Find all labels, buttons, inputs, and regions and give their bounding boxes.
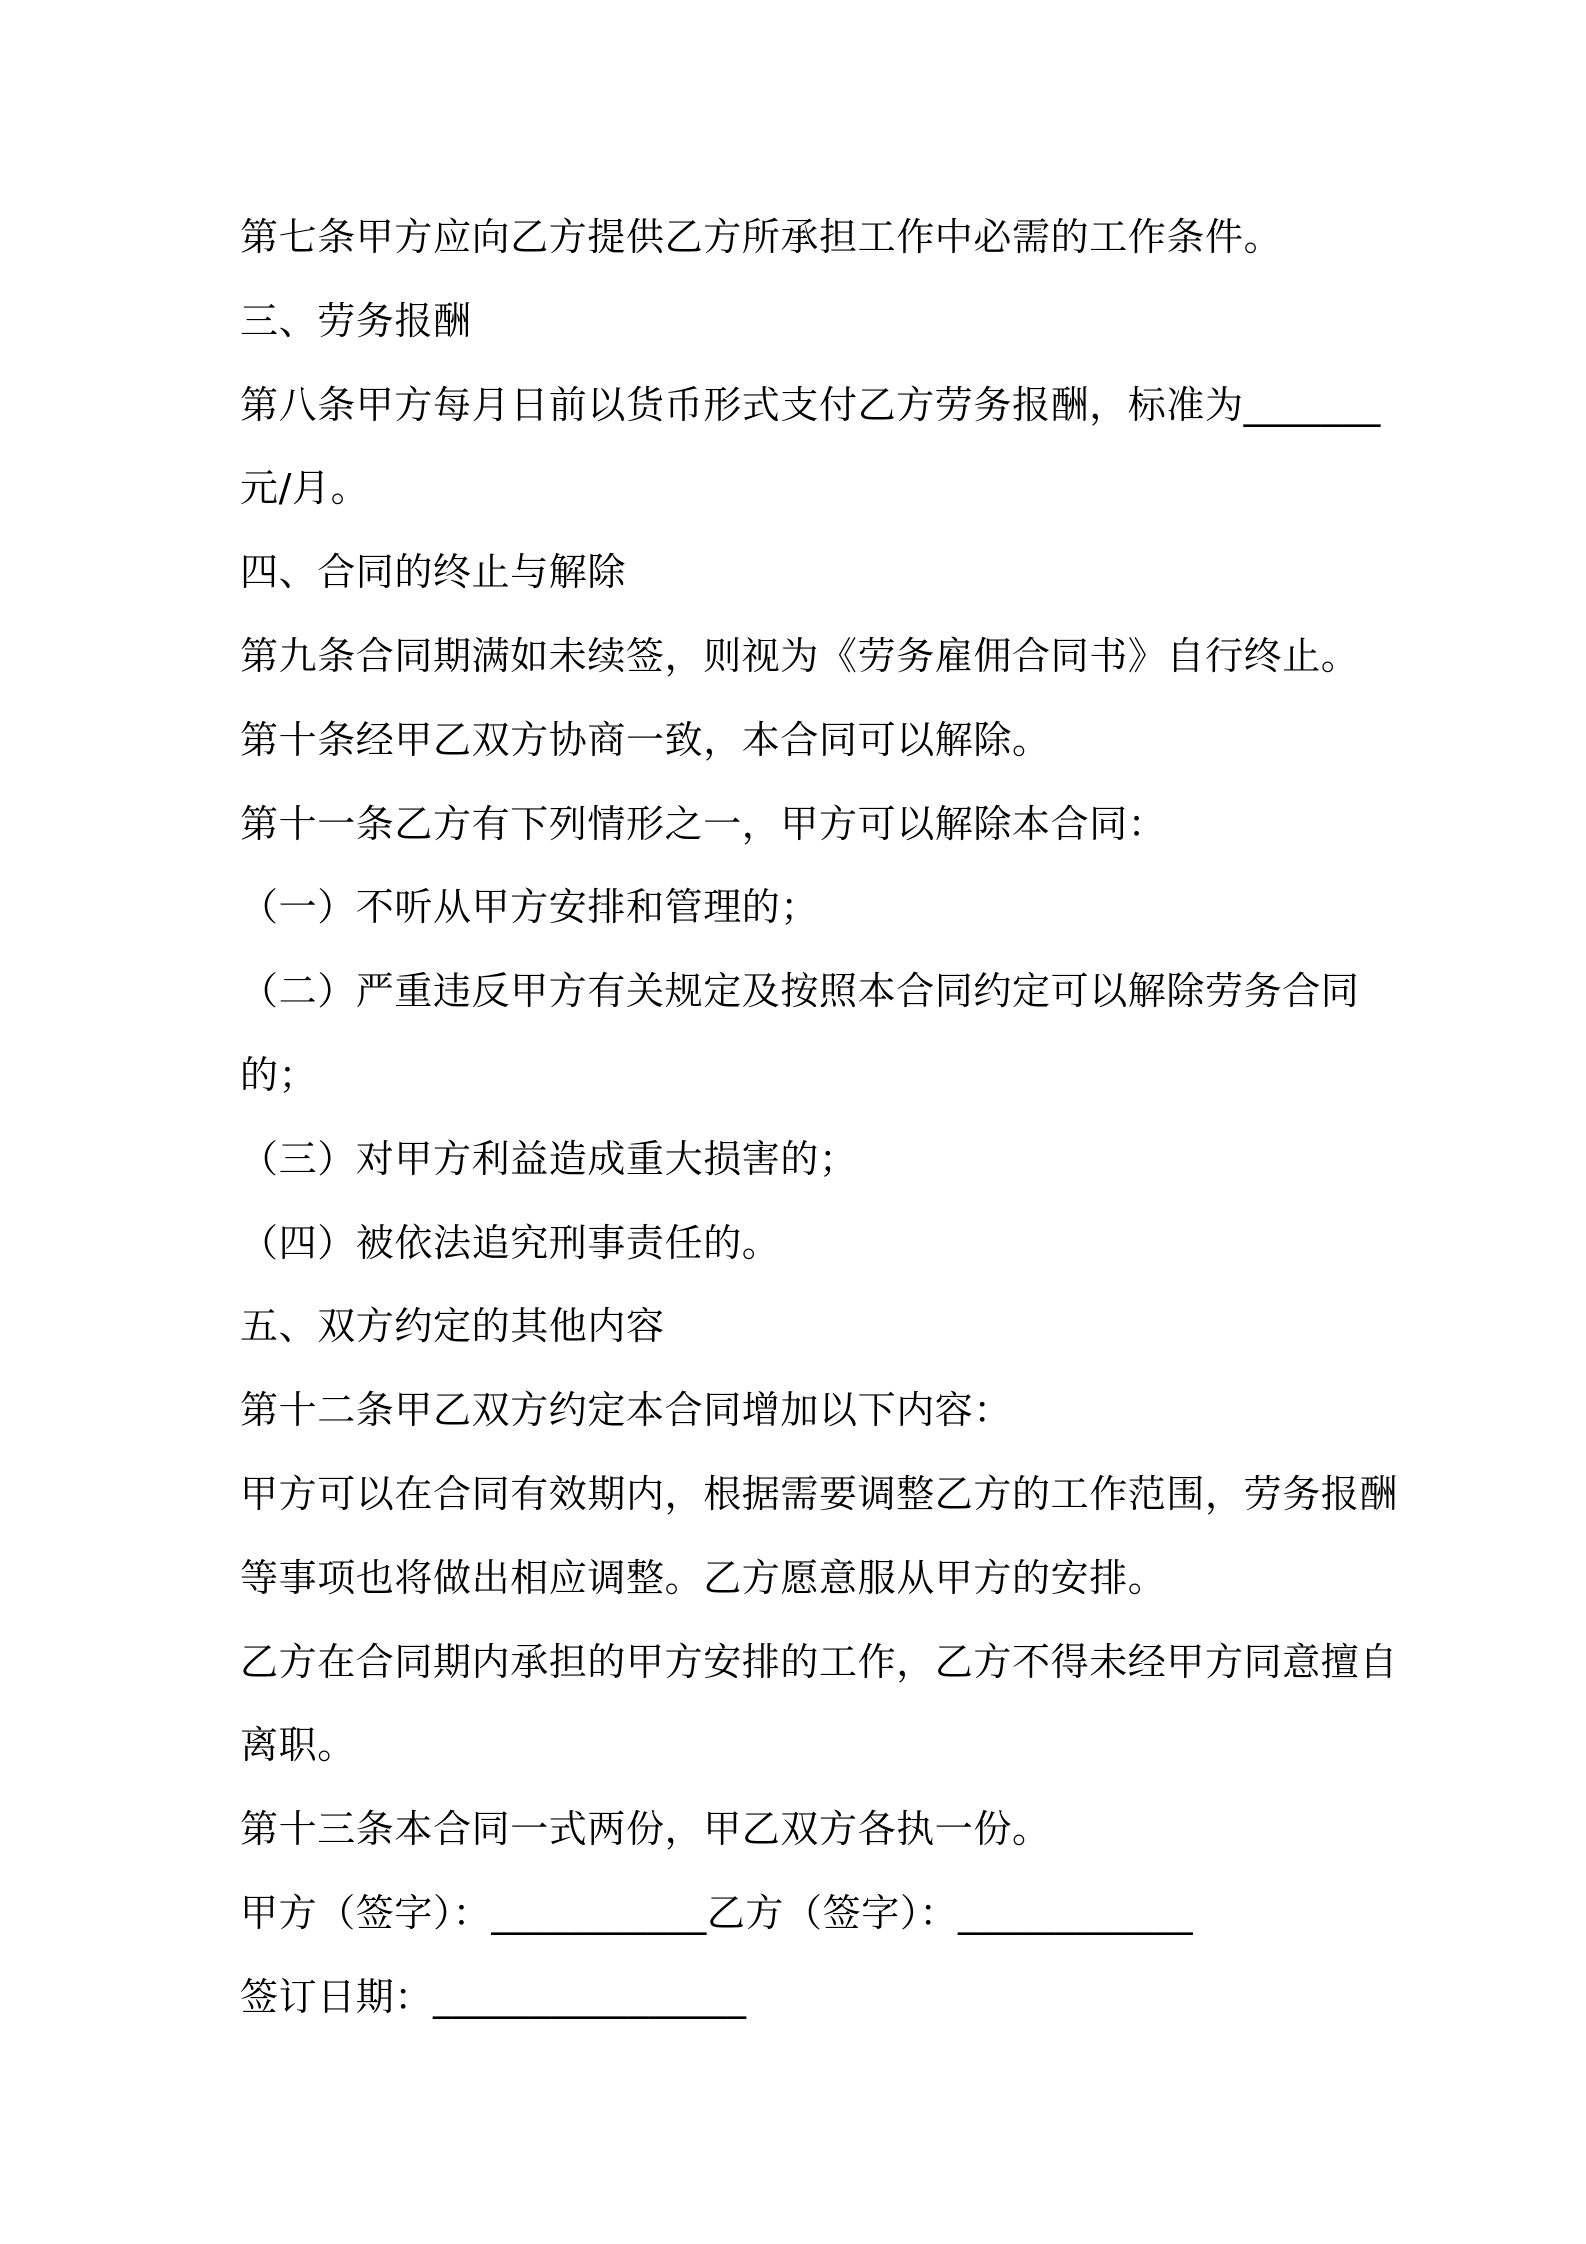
section-heading-other: 五、双方约定的其他内容: [240, 1304, 665, 1349]
clause-11-item-1: （一）不听从甲方安排和管理的；: [240, 885, 820, 930]
section-heading-remuneration: 三、劳务报酬: [240, 298, 472, 343]
clause-12-paragraph-2: 乙方在合同期内承担的甲方安排的工作，乙方不得未经甲方同意擅自: [240, 1639, 1399, 1684]
document-body: [240, 196, 1399, 2040]
clause-12-paragraph-1: 甲方可以在合同有效期内，根据需要调整乙方的工作范围，劳务报酬: [240, 1471, 1399, 1516]
party-a-signature: 甲方（签字）：___________: [240, 1890, 707, 1935]
clause-7: 第七条甲方应向乙方提供乙方所承担工作中必需的工作条件。: [240, 215, 1283, 259]
clause-11-item-4: （四）被依法追究刑事责任的。: [240, 1220, 781, 1265]
clause-12-paragraph-2-continued: 离职。: [240, 1723, 356, 1768]
signing-date: 签订日期：________________: [240, 1974, 747, 2019]
signature-row: [240, 1872, 1356, 1956]
clause-8-continued: 元/月。: [240, 466, 370, 511]
clause-11-item-3: （三）对甲方利益造成重大损害的；: [240, 1136, 858, 1181]
clause-10: 第十条经甲乙双方协商一致，本合同可以解除。: [240, 717, 1051, 762]
clause-11: 第十一条乙方有下列情形之一，甲方可以解除本合同：: [240, 801, 1167, 846]
clause-13: 第十三条本合同一式两份，甲乙双方各执一份。: [240, 1807, 1051, 1852]
clause-11-item-2: （二）严重违反甲方有关规定及按照本合同约定可以解除劳务合同: [240, 969, 1360, 1014]
clause-11-item-2-continued: 的；: [240, 1052, 318, 1097]
clause-8: 第八条甲方每月日前以货币形式支付乙方劳务报酬，标准为_______: [240, 382, 1381, 427]
section-heading-termination: 四、合同的终止与解除: [240, 550, 627, 595]
clause-9: 第九条合同期满如未续签，则视为《劳务雇佣合同书》自行终止。: [240, 633, 1360, 678]
clause-12: 第十二条甲乙双方约定本合同增加以下内容：: [240, 1388, 1013, 1433]
party-b-signature: 乙方（签字）：____________: [706, 1890, 1194, 1935]
clause-12-paragraph-1-continued: 等事项也将做出相应调整。乙方愿意服从甲方的安排。: [240, 1555, 1167, 1600]
